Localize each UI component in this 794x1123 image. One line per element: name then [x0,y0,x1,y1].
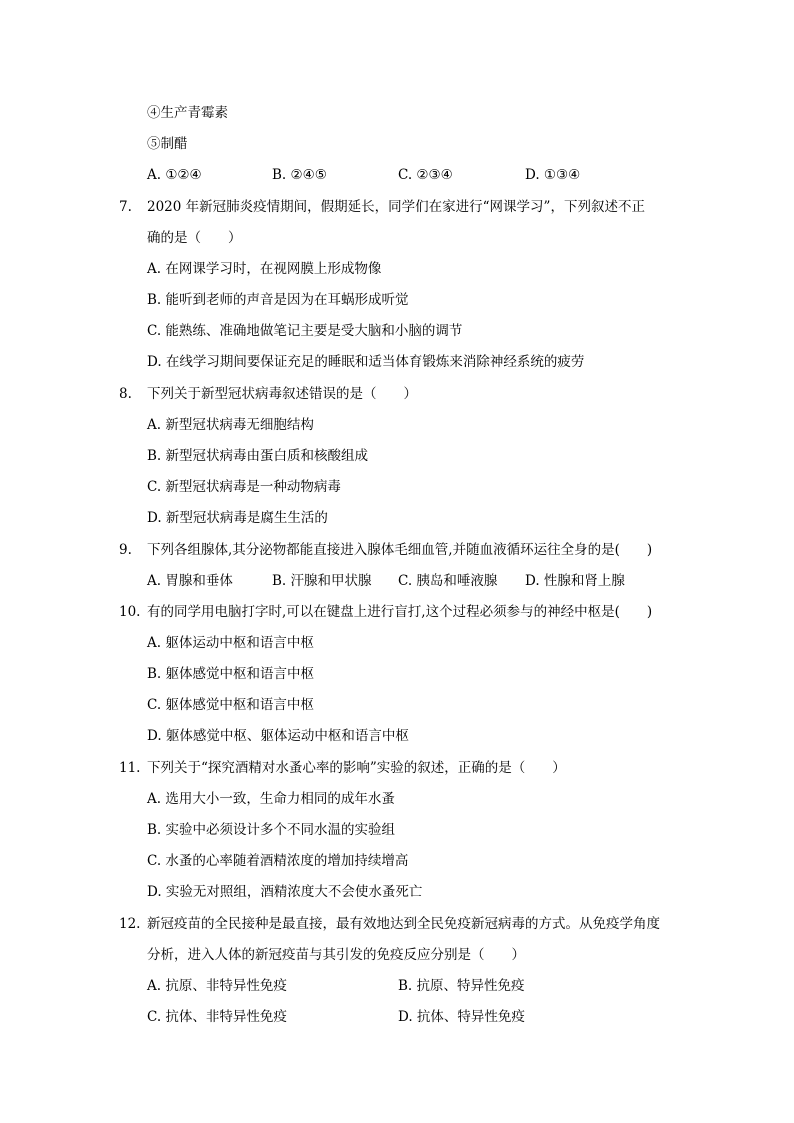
option-d: D. 抗体、特异性免疫 [398,1009,525,1025]
option-c: C. ②③④ [398,167,453,183]
list-item: ⑤制醋 [147,136,188,152]
option-a: A. 新型冠状病毒无细胞结构 [147,417,314,433]
option-b: B. 汗腺和甲状腺 [272,573,372,589]
question-9-stem: 下列各组腺体,其分泌物都能直接进入腺体毛细血管,并随血液循环运往全身的是( ) [147,542,653,558]
question-11-stem: 下列关于“探究酒精对水蚤心率的影响”实验的叙述，正确的是（ ） [147,760,566,776]
question-12-stem: 分析，进入人体的新冠疫苗与其引发的免疫反应分别是（ ） [147,947,525,963]
question-8-number: 8. [119,386,132,402]
option-d: D. ①③④ [525,167,581,183]
question-11-number: 11. [119,760,141,776]
option-a: A. ①②④ [147,167,202,183]
option-c: C. 水蚤的心率随着酒精浓度的增加持续增高 [147,853,409,869]
option-c: C. 抗体、非特异性免疫 [147,1009,287,1025]
option-d: D. 在线学习期间要保证充足的睡眠和适当体育锻炼来消除神经系统的疲劳 [147,354,585,370]
question-7-stem: 2020 年新冠肺炎疫情期间，假期延长，同学们在家进行“网课学习”，下列叙述不正 [147,199,645,215]
option-a: A. 抗原、非特异性免疫 [147,978,287,994]
option-b: B. 新型冠状病毒由蛋白质和核酸组成 [147,448,369,464]
option-c: C. 胰岛和唾液腺 [398,573,498,589]
question-12-stem: 新冠疫苗的全民接种是最直接，最有效地达到全民免疫新冠病毒的方式。从免疫学角度 [147,916,660,932]
option-b: B. 能听到老师的声音是因为在耳蜗形成听觉 [147,292,409,308]
option-c: C. 新型冠状病毒是一种动物病毒 [147,479,341,495]
option-a: A. 胃腺和垂体 [147,573,233,589]
option-b: B. ②④⑤ [272,167,327,183]
option-d: D. 新型冠状病毒是腐生生活的 [147,510,328,526]
option-a: A. 在网课学习时，在视网膜上形成物像 [147,261,382,277]
option-d: D. 性腺和肾上腺 [525,573,625,589]
option-d: D. 实验无对照组，酒精浓度大不会使水蚤死亡 [147,884,423,900]
question-10-number: 10. [119,604,141,620]
option-c: C. 能熟练、准确地做笔记主要是受大脑和小脑的调节 [147,323,463,339]
question-10-stem: 有的同学用电脑打字时,可以在键盘上进行盲打,这个过程必须参与的神经中枢是( ) [147,604,653,620]
option-a: A. 选用大小一致，生命力相同的成年水蚤 [147,791,395,807]
question-12-number: 12. [119,916,141,932]
option-b: B. 抗原、特异性免疫 [398,978,525,994]
option-c: C. 躯体感觉中枢和语言中枢 [147,697,314,713]
question-8-stem: 下列关于新型冠状病毒叙述错误的是（ ） [147,386,417,402]
question-9-number: 9. [119,542,132,558]
question-7-number: 7. [119,199,132,215]
option-a: A. 躯体运动中枢和语言中枢 [147,635,314,651]
option-b: B. 实验中必须设计多个不同水温的实验组 [147,822,396,838]
option-d: D. 躯体感觉中枢、躯体运动中枢和语言中枢 [147,728,409,744]
question-7-stem: 确的是（ ） [147,230,242,246]
option-b: B. 躯体感觉中枢和语言中枢 [147,666,315,682]
list-item: ④生产青霉素 [147,105,228,121]
